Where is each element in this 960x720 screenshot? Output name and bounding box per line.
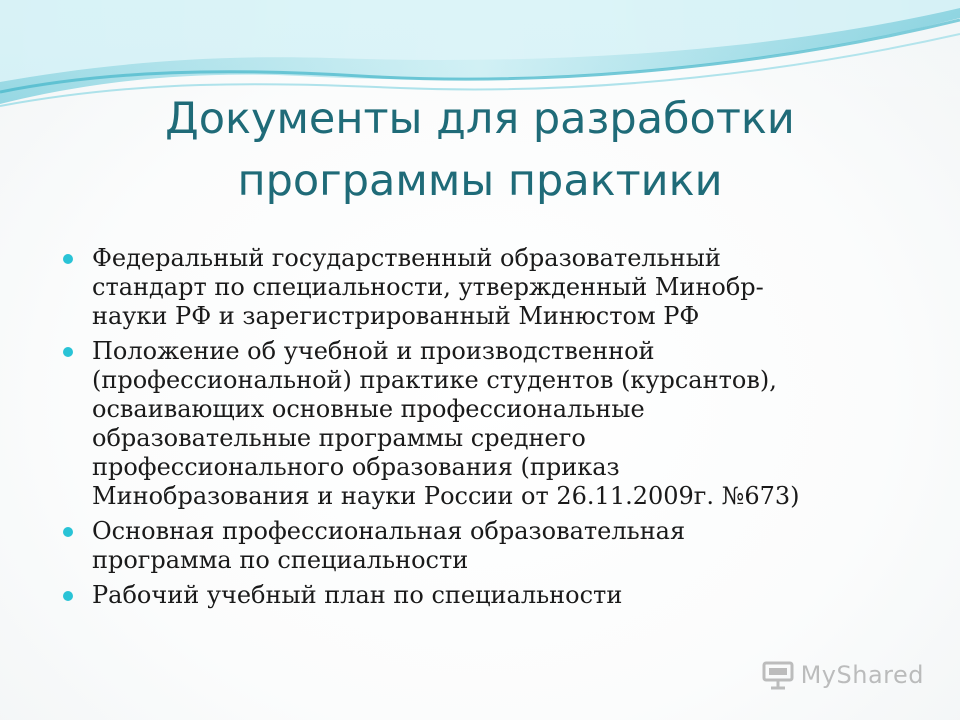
bullet-text [92,517,902,575]
watermark-text: MyShared [800,661,924,689]
bullet-line: Основная профессиональная образовательная [92,517,686,545]
bullet-list [62,244,902,616]
bullet-line: Федеральный государственный образовательный [92,244,721,272]
bullet-item [62,337,902,511]
bullet-item [62,244,902,331]
presentation-board-icon [761,660,795,690]
bullet-item [62,581,902,610]
bullet-line: Рабочий учебный план по специальности [92,581,623,609]
bullet-dot-icon [63,527,73,537]
slide-title [60,88,900,212]
bullet-line: образовательные программы среднего [92,424,586,452]
bullet-text [92,244,902,331]
bullet-item [62,517,902,575]
bullet-line: Положение об учебной и производственной [92,337,655,365]
bullet-line: Минобразования и науки России от 26.11.2009г. №673) [92,482,800,510]
bullet-dot-icon [63,254,73,264]
bullet-line: профессионального образования (приказ [92,453,620,481]
title-line: Документы для разработки [165,94,795,144]
bullet-text [92,581,902,610]
title-line: программы практики [237,156,723,206]
bullet-dot-icon [63,347,73,357]
bullet-text [92,337,902,511]
bullet-line: (профессиональной) практике студентов (курсантов), [92,366,777,394]
bullet-line: науки РФ и зарегистрированный Минюстом РФ [92,302,700,330]
watermark [761,660,924,690]
bullet-line: стандарт по специальности, утвержденный Минобр- [92,273,764,301]
bullet-line: программа по специальности [92,546,469,574]
bullet-line: осваивающих основные профессиональные [92,395,645,423]
bullet-dot-icon [63,591,73,601]
